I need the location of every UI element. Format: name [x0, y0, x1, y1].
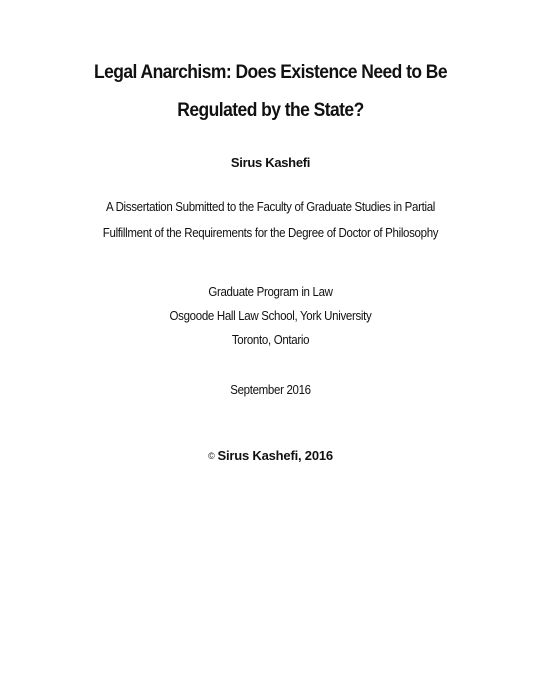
submission-date: September 2016 [230, 383, 311, 397]
location: Toronto, Ontario [231, 333, 310, 347]
copyright-notice [0, 448, 541, 463]
title-line-1: Legal Anarchism: Does Existence Need to Be [93, 62, 448, 83]
copyright-text: Sirus Kashefi, 2016 [217, 448, 333, 463]
program-name: Graduate Program in Law [208, 285, 333, 299]
author-name: Sirus Kashefi [230, 155, 311, 170]
copyright-icon: © [208, 451, 215, 461]
school-name: Osgoode Hall Law School, York University [169, 309, 372, 323]
title-line-2: Regulated by the State? [177, 100, 364, 121]
submission-statement-line-1: A Dissertation Submitted to the Faculty of Graduate Studies in Partial [105, 200, 436, 214]
submission-statement-line-2: Fulfillment of the Requirements for the Degree of Doctor of Philosophy [102, 226, 439, 240]
